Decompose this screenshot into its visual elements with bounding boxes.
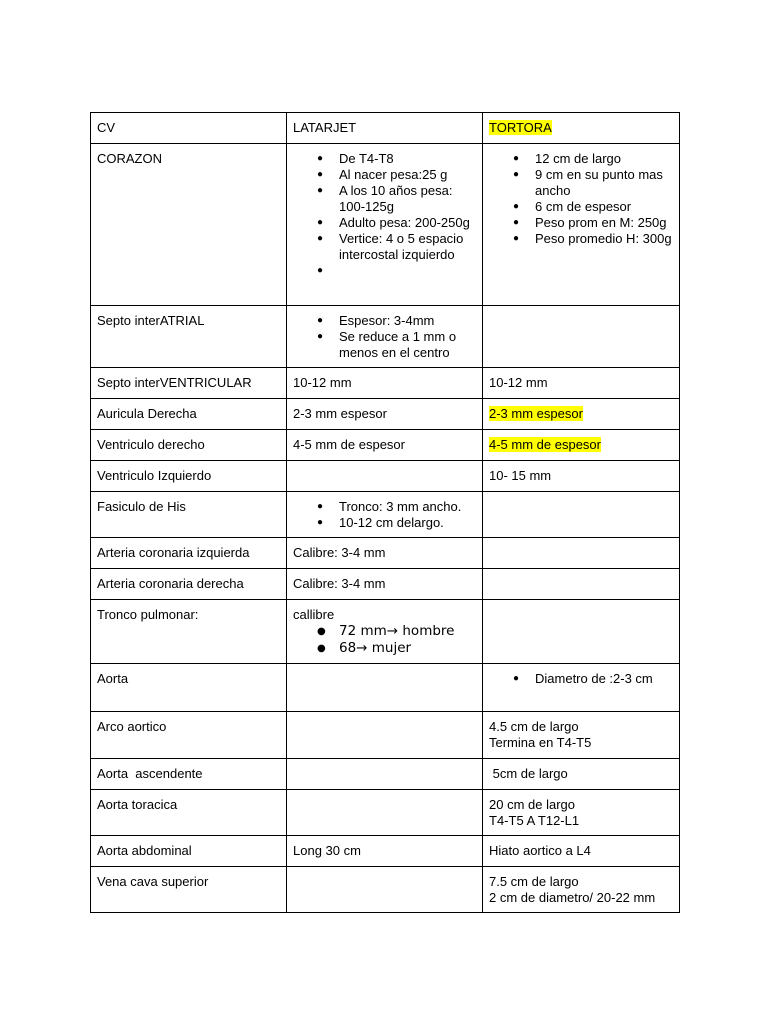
tortora-cell [483,306,680,368]
row-label: Aorta abdominal [91,836,287,867]
header-latarjet: LATARJET [287,113,483,144]
table-row [91,790,680,836]
row-label: Aorta [91,664,287,712]
highlighted-text: 4-5 mm de espesor [489,437,601,452]
list-item: ● Peso promedio H: 300g [535,231,673,247]
highlighted-text: 2-3 mm espesor [489,406,583,421]
list-item: ● Al nacer pesa:25 g [339,167,476,183]
cell-line: 20 cm de largo [489,797,575,812]
row-label: Fasiculo de His [91,492,287,538]
list-item: ● De T4-T8 [339,151,476,167]
table-row [91,836,680,867]
table-row [91,144,680,306]
latarjet-cell [287,790,483,836]
table-row [91,759,680,790]
latarjet-cell [287,759,483,790]
list-item: ● 68→ mujer [339,640,476,657]
latarjet-cell: 4-5 mm de espesor [287,430,483,461]
cell-intro-text: callibre [293,607,335,622]
list-item: ● Tronco: 3 mm ancho. [339,499,476,515]
latarjet-cell [287,461,483,492]
table-row [91,368,680,399]
list-item: ● Peso prom en M: 250g [535,215,673,231]
tortora-cell [483,538,680,569]
row-label: Septo interVENTRICULAR [91,368,287,399]
row-label: Vena cava superior [91,867,287,913]
row-label: Aorta ascendente [91,759,287,790]
tortora-cell [483,492,680,538]
table-row [91,430,680,461]
row-label: Septo interATRIAL [91,306,287,368]
bullet-list [293,499,476,531]
list-item: ● A los 10 años pesa: 100-125g [339,183,476,215]
row-label: Tronco pulmonar: [91,600,287,664]
latarjet-cell: 2-3 mm espesor [287,399,483,430]
latarjet-cell [287,306,483,368]
table-row [91,492,680,538]
latarjet-cell [287,867,483,913]
tortora-cell: 10- 15 mm [483,461,680,492]
latarjet-cell: 10-12 mm [287,368,483,399]
row-label: CORAZON [91,144,287,306]
latarjet-cell: Long 30 cm [287,836,483,867]
row-label: Auricula Derecha [91,399,287,430]
row-label: Ventriculo derecho [91,430,287,461]
tortora-cell [483,144,680,306]
table-row [91,664,680,712]
table-row [91,538,680,569]
tortora-cell [483,600,680,664]
row-label: Aorta toracica [91,790,287,836]
list-item: ● 12 cm de largo [535,151,673,167]
header-cv: CV [91,113,287,144]
tortora-cell [483,399,680,430]
list-item: ● Se reduce a 1 mm o menos en el centro [339,329,476,361]
list-item-empty [339,263,476,279]
table-header-row [91,113,680,144]
bullet-list [293,151,476,279]
bullet-list [293,313,476,361]
list-item: ● 10-12 cm delargo. [339,515,476,531]
bullet-list [293,623,476,657]
row-label: Arco aortico [91,712,287,759]
tortora-cell [483,664,680,712]
table-row [91,867,680,913]
list-item: ● Espesor: 3-4mm [339,313,476,329]
latarjet-cell [287,664,483,712]
latarjet-cell [287,600,483,664]
latarjet-cell: Calibre: 3-4 mm [287,538,483,569]
header-tortora [483,113,680,144]
bullet-list [489,671,673,687]
cell-line: T4-T5 A T12-L1 [489,813,580,828]
tortora-cell: 5cm de largo [483,759,680,790]
table-row [91,306,680,368]
latarjet-cell [287,144,483,306]
cell-line: 4.5 cm de largo [489,719,579,734]
row-label: Arteria coronaria derecha [91,569,287,600]
tortora-cell [483,790,680,836]
comparison-table [90,112,680,913]
cell-line: Termina en T4-T5 [489,735,592,750]
list-item: ● Vertice: 4 o 5 espacio intercostal izquierdo [339,231,476,263]
cell-line: 7.5 cm de largo [489,874,579,889]
cell-line: 2 cm de diametro/ 20-22 mm [489,890,656,905]
header-tortora-highlight: TORTORA [489,120,552,135]
table-row [91,399,680,430]
tortora-cell [483,867,680,913]
latarjet-cell: Calibre: 3-4 mm [287,569,483,600]
table-row [91,569,680,600]
table-row [91,712,680,759]
bullet-list [489,151,673,247]
row-label: Arteria coronaria izquierda [91,538,287,569]
tortora-cell [483,430,680,461]
list-item: ● Adulto pesa: 200-250g [339,215,476,231]
table-row [91,461,680,492]
row-label: Ventriculo Izquierdo [91,461,287,492]
list-item: ● 6 cm de espesor [535,199,673,215]
list-item: ● Diametro de :2-3 cm [535,671,673,687]
tortora-cell: Hiato aortico a L4 [483,836,680,867]
table-row [91,600,680,664]
latarjet-cell [287,712,483,759]
latarjet-cell [287,492,483,538]
tortora-cell [483,569,680,600]
tortora-cell [483,712,680,759]
list-item: ● 72 mm→ hombre [339,623,476,640]
list-item: ● 9 cm en su punto mas ancho [535,167,673,199]
tortora-cell: 10-12 mm [483,368,680,399]
